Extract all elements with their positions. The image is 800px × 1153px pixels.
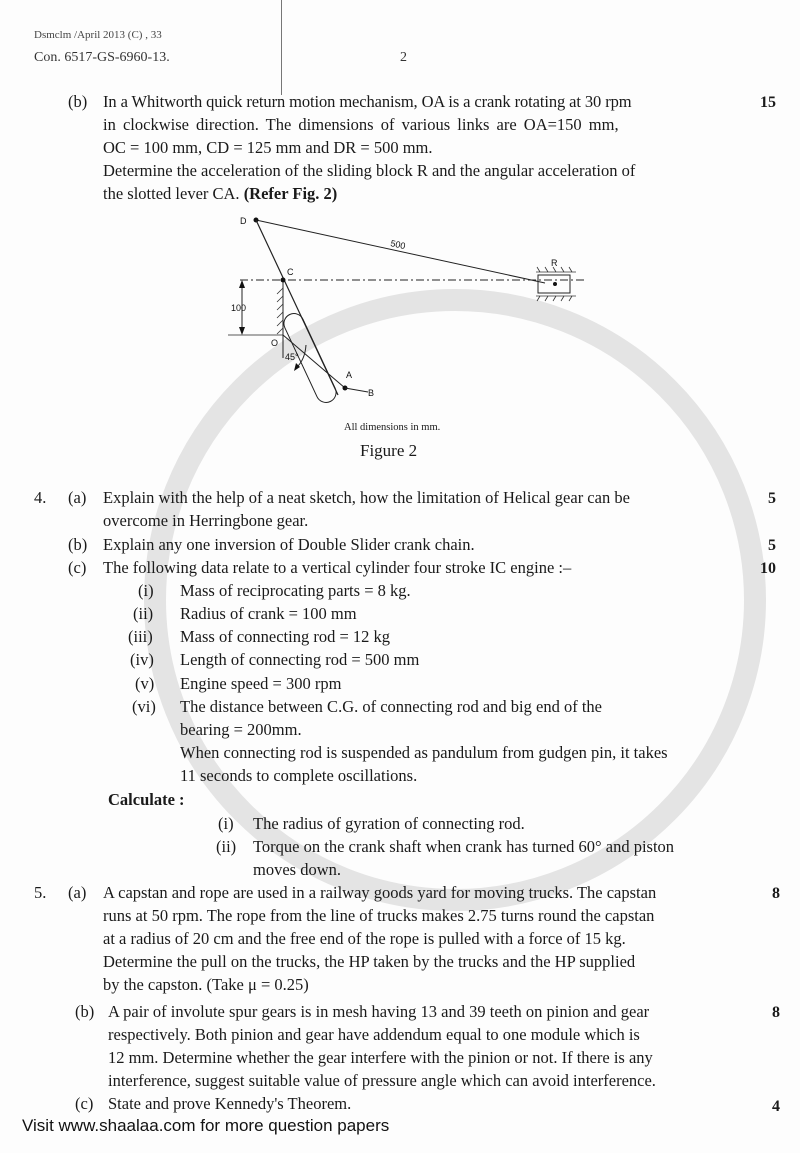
q5a-label: (a) bbox=[68, 883, 87, 902]
item-text: bearing = 200mm. bbox=[180, 720, 302, 739]
q5b-label: (b) bbox=[75, 1002, 95, 1021]
item-text: The distance between C.G. of connecting rod and big end of the bbox=[180, 697, 602, 716]
q5b-line: interference, suggest suitable value of pressure angle which can avoid interference. bbox=[108, 1071, 656, 1090]
item-text: The radius of gyration of connecting rod. bbox=[253, 814, 525, 833]
q5a-line: runs at 50 rpm. The rope from the line of trucks makes 2.75 turns round the capstan bbox=[103, 906, 655, 925]
marks: 8 bbox=[772, 1004, 780, 1021]
marks: 5 bbox=[768, 537, 776, 554]
q5a-line: at a radius of 20 cm and the free end of the rope is pulled with a force of 15 kg. bbox=[103, 929, 626, 948]
q4a-line: Explain with the help of a neat sketch, how the limitation of Helical gear can be bbox=[103, 488, 630, 507]
q5c-line: State and prove Kennedy's Theorem. bbox=[108, 1094, 352, 1113]
page-number: 2 bbox=[400, 50, 407, 65]
note-line: 11 seconds to complete oscillations. bbox=[180, 766, 418, 785]
item-text: Torque on the crank shaft when crank has turned 60° and piston bbox=[253, 837, 675, 856]
q4a-line: overcome in Herringbone gear. bbox=[103, 511, 309, 530]
q5c-label: (c) bbox=[75, 1094, 94, 1113]
label-b: B bbox=[368, 388, 375, 398]
q4b-line: Explain any one inversion of Double Slider crank chain. bbox=[103, 535, 475, 554]
footer-link[interactable]: Visit www.shaalaa.com for more question papers bbox=[22, 1116, 390, 1135]
q3b-line: In a Whitworth quick return motion mechanism, OA is a crank rotating at 30 rpm bbox=[103, 92, 632, 111]
item-text: Engine speed = 300 rpm bbox=[180, 674, 342, 693]
item-number: (iv) bbox=[130, 650, 154, 669]
marks: 10 bbox=[760, 560, 776, 577]
dim-100: 100 bbox=[231, 303, 247, 313]
label-c: C bbox=[287, 267, 294, 277]
item-number: (v) bbox=[135, 674, 155, 693]
figure-2-whitworth-mechanism bbox=[0, 0, 800, 470]
q5a-line: A capstan and rope are used in a railway goods yard for moving trucks. The capstan bbox=[103, 883, 657, 902]
q4c-line: The following data relate to a vertical cylinder four stroke IC engine :– bbox=[103, 558, 572, 577]
label-o: O bbox=[271, 338, 279, 348]
q4a-label: (a) bbox=[68, 488, 87, 507]
figure-note: All dimensions in mm. bbox=[344, 422, 441, 433]
q5b-line: A pair of involute spur gears is in mesh having 13 and 39 teeth on pinion and gear bbox=[108, 1002, 650, 1021]
marks: 8 bbox=[772, 885, 780, 902]
label-r: R bbox=[551, 258, 558, 268]
dim-500: 500 bbox=[389, 238, 407, 252]
item-number: (ii) bbox=[133, 604, 154, 623]
label-d: D bbox=[240, 216, 247, 226]
q5a-line: by the capston. (Take μ = 0.25) bbox=[103, 975, 309, 994]
angle-45: 45° bbox=[285, 352, 299, 362]
paper-code: Con. 6517-GS-6960-13. bbox=[34, 50, 170, 65]
item-number: (i) bbox=[138, 581, 154, 600]
q5a-line: Determine the pull on the trucks, the HP taken by the trucks and the HP supplied bbox=[103, 952, 636, 971]
item-text: Length of connecting rod = 500 mm bbox=[180, 650, 420, 669]
item-text: Mass of reciprocating parts = 8 kg. bbox=[180, 581, 411, 600]
header-stamp: Dsmclm /April 2013 (C) , 33 bbox=[34, 29, 162, 41]
item-number: (ii) bbox=[216, 837, 237, 856]
label-a: A bbox=[346, 370, 353, 380]
q3b-line: the slotted lever CA. bbox=[103, 184, 240, 203]
q5-number: 5. bbox=[34, 883, 47, 902]
q3b-line: in clockwise direction. The dimensions of various links are OA=150 mm, bbox=[103, 115, 619, 134]
item-number: (vi) bbox=[132, 697, 156, 716]
calculate-heading: Calculate : bbox=[108, 790, 185, 809]
q4b-label: (b) bbox=[68, 535, 88, 554]
note-line: When connecting rod is suspended as pandulum from gudgen pin, it takes bbox=[180, 743, 668, 762]
figure-caption: Figure 2 bbox=[360, 441, 418, 460]
q3b-label: (b) bbox=[68, 92, 88, 111]
item-text: Mass of connecting rod = 12 kg bbox=[180, 627, 391, 646]
q5b-line: 12 mm. Determine whether the gear interfere with the pinion or not. If there is any bbox=[108, 1048, 653, 1067]
item-number: (i) bbox=[218, 814, 234, 833]
item-text: moves down. bbox=[253, 860, 341, 879]
q3b-line: Determine the acceleration of the sliding block R and the angular acceleration of bbox=[103, 161, 636, 180]
item-text: Radius of crank = 100 mm bbox=[180, 604, 357, 623]
q4-number: 4. bbox=[34, 488, 47, 507]
q4c-label: (c) bbox=[68, 558, 87, 577]
marks: 15 bbox=[760, 94, 776, 111]
q3b-line: OC = 100 mm, CD = 125 mm and DR = 500 mm. bbox=[103, 138, 433, 157]
figure-reference: (Refer Fig. 2) bbox=[243, 184, 338, 203]
item-number: (iii) bbox=[128, 627, 153, 646]
marks: 5 bbox=[768, 490, 776, 507]
marks: 4 bbox=[772, 1098, 780, 1115]
q5b-line: respectively. Both pinion and gear have addendum equal to one module which is bbox=[108, 1025, 640, 1044]
